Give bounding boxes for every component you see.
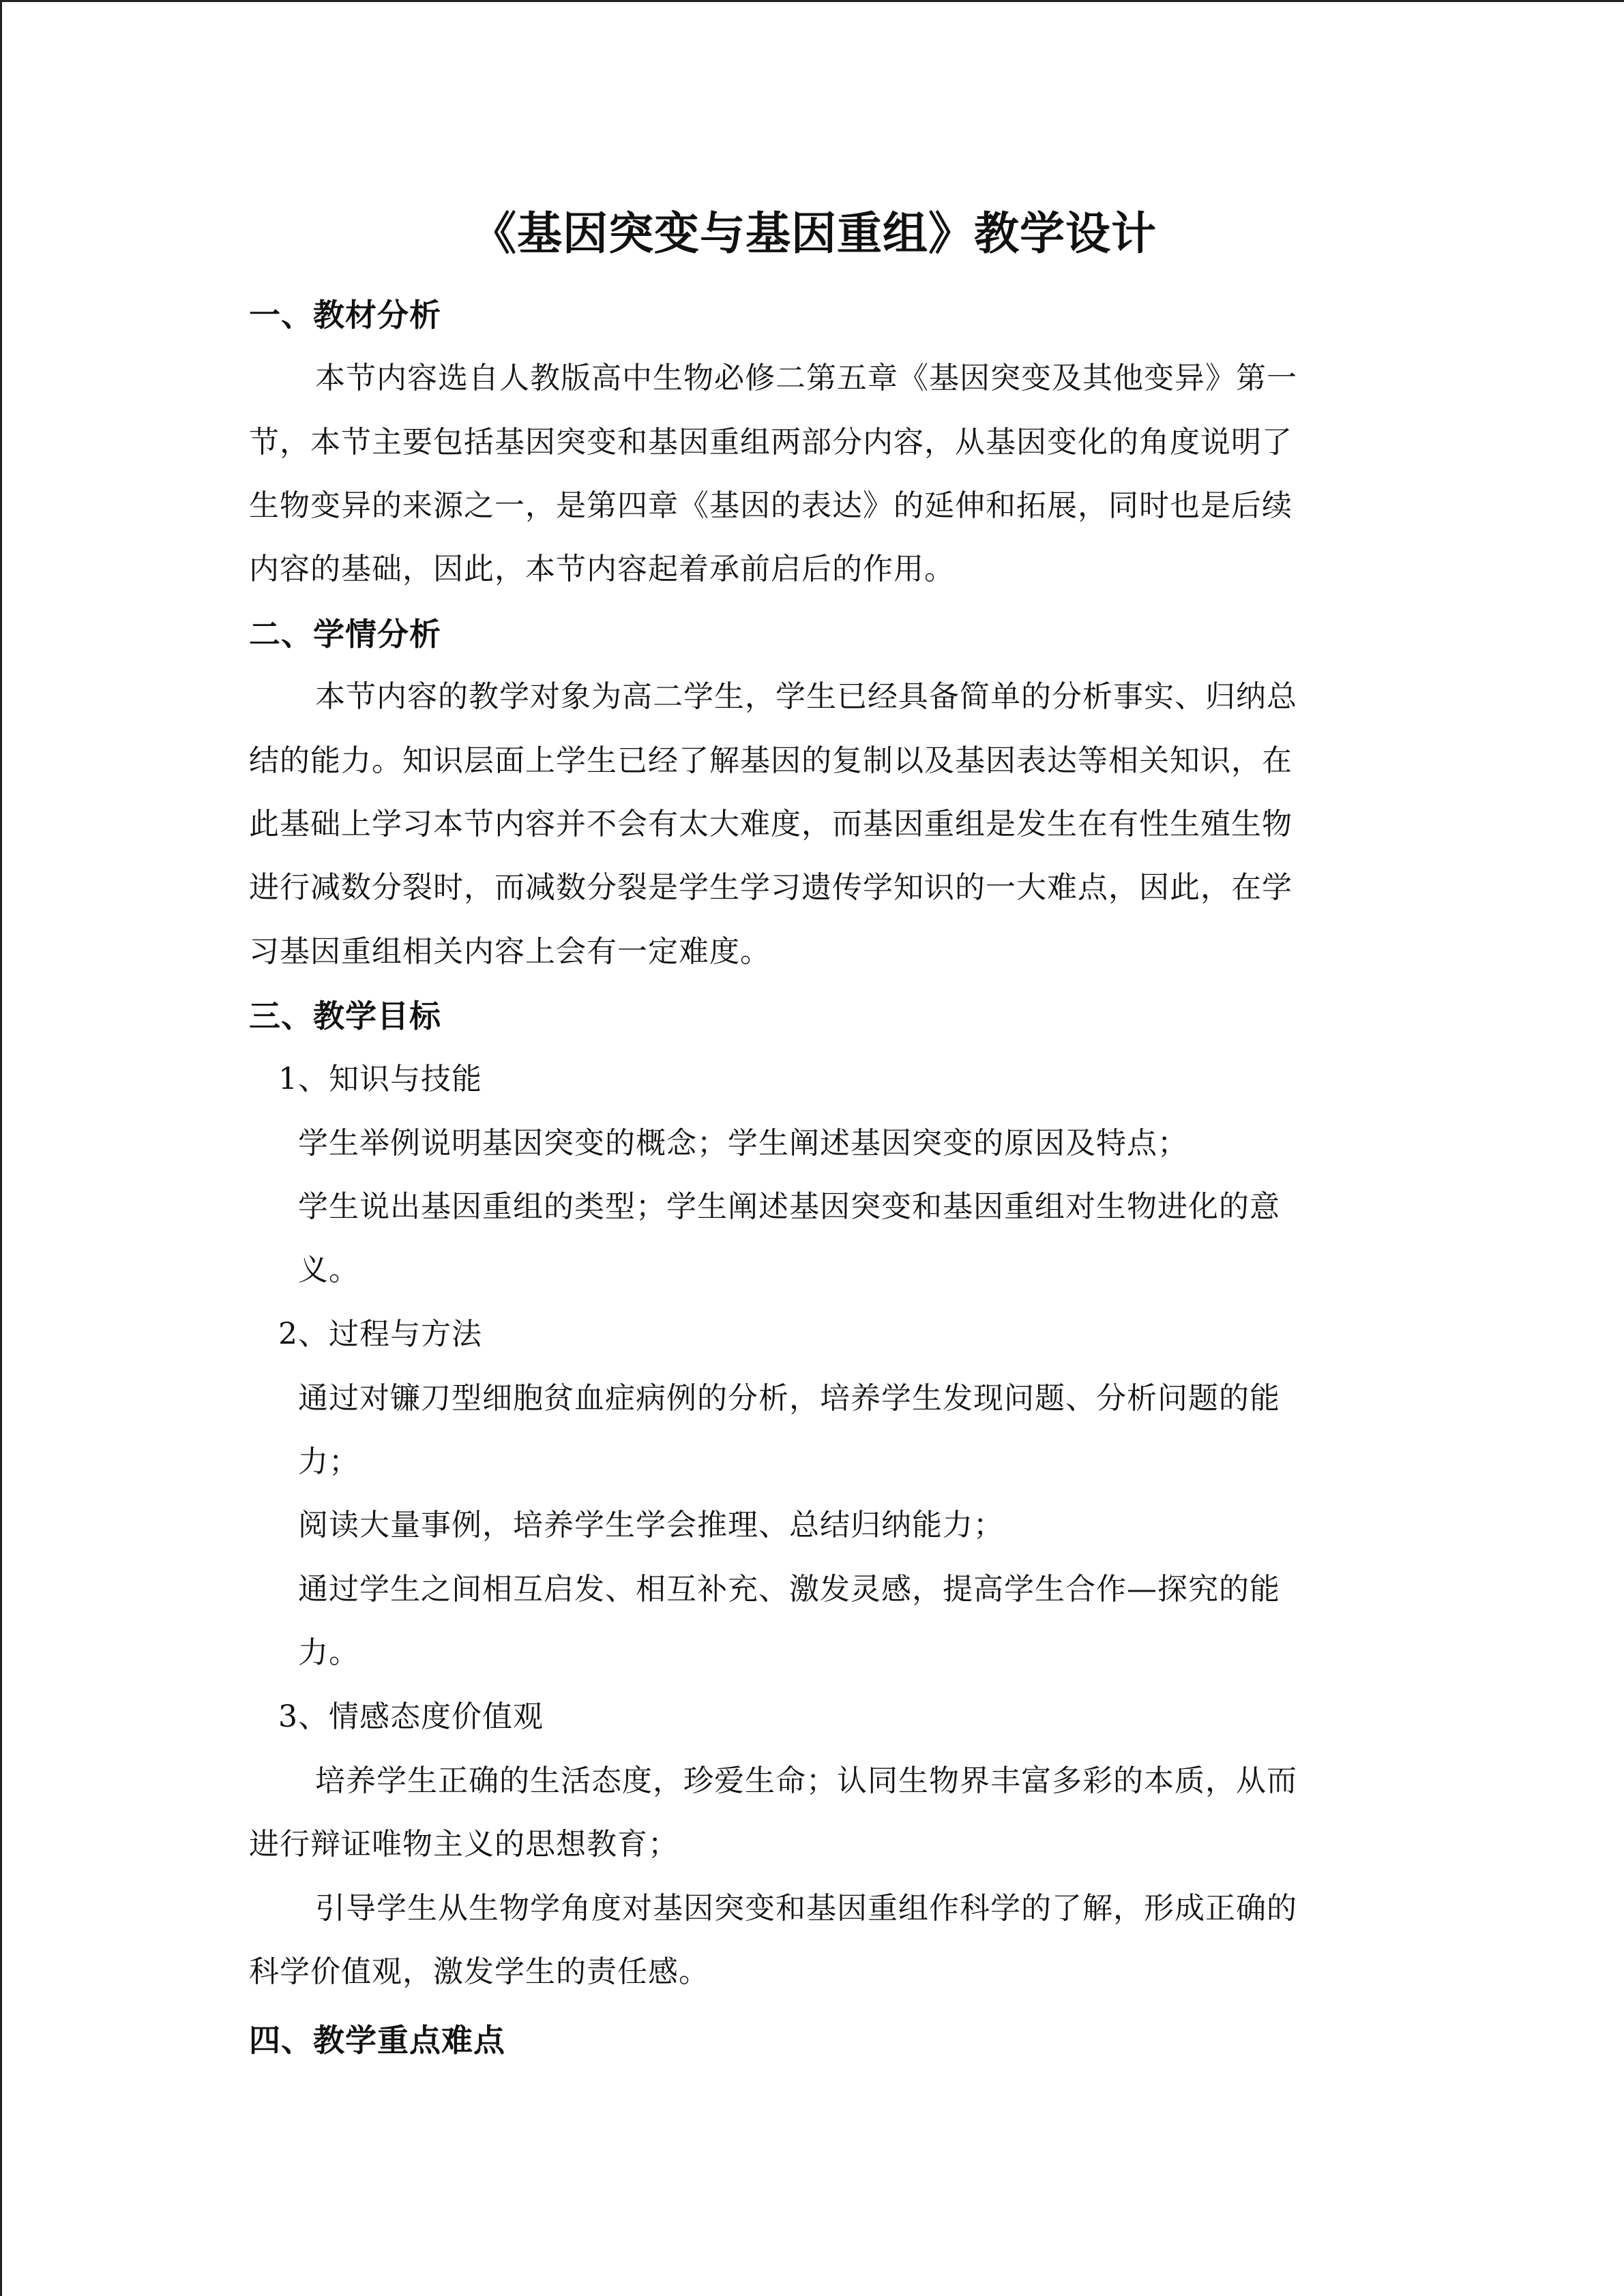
section-heading-students: 二、学情分析: [249, 616, 441, 653]
section-heading-objectives: 三、教学目标: [249, 998, 441, 1034]
paragraph-line: 内容的基础，因此，本节内容起着承前启后的作用。: [249, 552, 955, 586]
subsection-label-process: 2、过程与方法: [278, 1317, 482, 1352]
paragraph-line: 义。: [298, 1253, 359, 1287]
paragraph-line: 力。: [298, 1635, 359, 1670]
subsection-label-knowledge: 1、知识与技能: [278, 1062, 482, 1097]
subsection-label-attitude: 3、情感态度价值观: [278, 1699, 544, 1734]
section-heading-materials: 一、教材分析: [249, 297, 441, 333]
section-heading-key-points: 四、教学重点难点: [249, 2022, 505, 2059]
paragraph-line: 节，本节主要包括基因突变和基因重组两部分内容，从基因变化的角度说明了: [249, 425, 1293, 460]
paragraph-line: 习基因重组相关内容上会有一定难度。: [249, 934, 771, 969]
paragraph-line: 学生说出基因重组的类型；学生阐述基因突变和基因重组对生物进化的意: [298, 1189, 1280, 1224]
paragraph-line: 通过学生之间相互启发、相互补充、激发灵感，提高学生合作—探究的能: [298, 1572, 1280, 1607]
paragraph-line: 本节内容的教学对象为高二学生，学生已经具备简单的分析事实、归纳总: [315, 679, 1297, 714]
paragraph-line: 本节内容选自人教版高中生物必修二第五章《基因突变及其他变异》第一: [315, 361, 1297, 396]
document-title: 《基因突变与基因重组》教学设计: [471, 207, 1157, 260]
paragraph-line: 学生举例说明基因突变的概念；学生阐述基因突变的原因及特点；: [298, 1126, 1188, 1161]
paragraph-line: 引导学生从生物学角度对基因突变和基因重组作科学的了解，形成正确的: [315, 1891, 1297, 1926]
paragraph-line: 进行辩证唯物主义的思想教育；: [249, 1827, 679, 1862]
paragraph-line: 阅读大量事例，培养学生学会推理、总结归纳能力；: [298, 1508, 1004, 1542]
paragraph-line: 培养学生正确的生活态度，珍爱生命；认同生物界丰富多彩的本质，从而: [315, 1763, 1297, 1798]
paragraph-line: 此基础上学习本节内容并不会有太大难度，而基因重组是发生在有性生殖生物: [249, 807, 1293, 841]
paragraph-line: 生物变异的来源之一，是第四章《基因的表达》的延伸和拓展，同时也是后续: [249, 488, 1293, 523]
paragraph-line: 力；: [298, 1444, 359, 1479]
paragraph-line: 通过对镰刀型细胞贫血症病例的分析，培养学生发现问题、分析问题的能: [298, 1381, 1280, 1416]
paragraph-line: 结的能力。知识层面上学生已经了解基因的复制以及基因表达等相关知识，在: [249, 743, 1293, 778]
paragraph-line: 进行减数分裂时，而减数分裂是学生学习遗传学知识的一大难点，因此，在学: [249, 870, 1293, 905]
paragraph-line: 科学价值观，激发学生的责任感。: [249, 1954, 709, 1989]
